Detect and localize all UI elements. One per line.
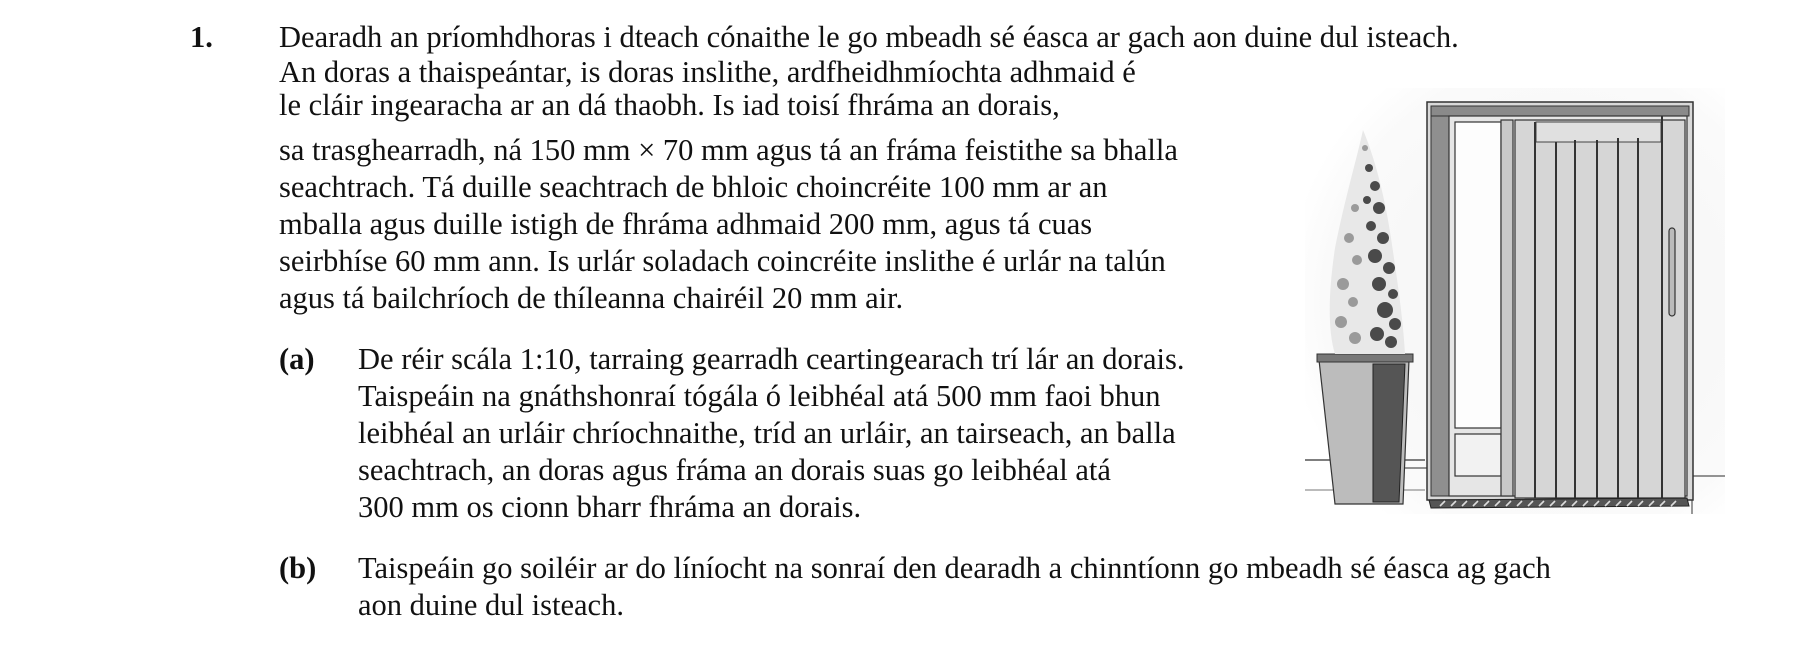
- intro-line: An doras a thaispeántar, is doras inslithe, ardfheidhmíochta adhmaid é: [279, 55, 1136, 89]
- part-a-line: leibhéal an urláir chríochnaithe, tríd an urláir, an tairseach, an balla: [358, 416, 1176, 450]
- intro-line: seirbhíse 60 mm ann. Is urlár soladach coincréite inslithe é urlár na talún: [279, 244, 1166, 278]
- intro-line: sa trasghearradh, ná 150 mm × 70 mm agus tá an fráma feistithe sa bhalla: [279, 133, 1178, 167]
- intro-line: Dearadh an príomhdhoras i dteach cónaithe le go mbeadh sé éasca ar gach aon duine dul isteach.: [279, 20, 1459, 54]
- part-b-line: aon duine dul isteach.: [358, 588, 624, 622]
- part-a-line: 300 mm os cionn bharr fhráma an dorais.: [358, 490, 862, 524]
- intro-line: agus tá bailchríoch de thíleanna chairéil 20 mm air.: [279, 281, 904, 315]
- part-a-line: De réir scála 1:10, tarraing gearradh ceartingearach trí lár an dorais.: [358, 342, 1185, 376]
- question-number: 1.: [190, 20, 213, 54]
- part-b-label: (b): [279, 551, 317, 585]
- part-a-line: Taispeáin na gnáthshonraí tógála ó leibhéal atá 500 mm faoi bhun: [358, 379, 1161, 413]
- part-b-line: Taispeáin go soiléir ar do líníocht na sonraí den dearadh a chinntíonn go mbeadh sé éasca ag gach: [358, 551, 1551, 585]
- intro-line: mballa agus duille istigh de fhráma adhmaid 200 mm, agus tá cuas: [279, 207, 1093, 241]
- intro-line: le cláir ingearacha ar an dá thaobh. Is iad toisí fhráma an dorais,: [279, 88, 1060, 122]
- door-illustration: [1305, 88, 1725, 514]
- intro-line: seachtrach. Tá duille seachtrach de bhloic choincréite 100 mm ar an: [279, 170, 1108, 204]
- part-a-line: seachtrach, an doras agus fráma an dorais suas go leibhéal atá: [358, 453, 1111, 487]
- part-a-label: (a): [279, 342, 315, 376]
- door-sketch-icon: [1305, 88, 1725, 514]
